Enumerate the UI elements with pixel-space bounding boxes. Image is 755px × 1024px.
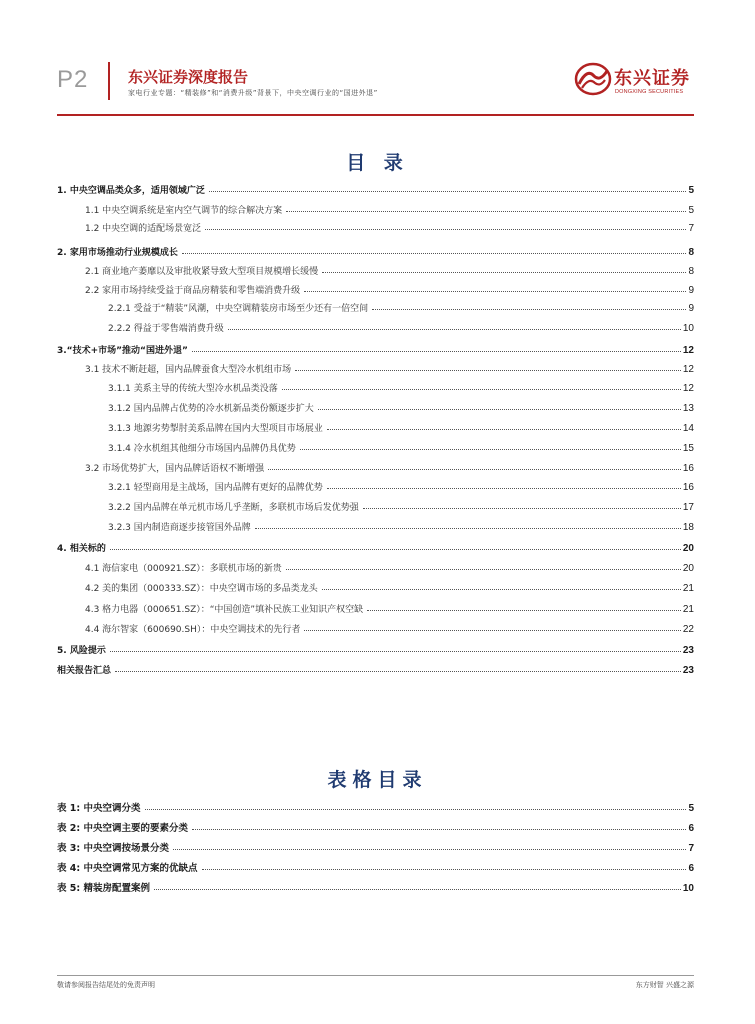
toc-entry[interactable] [108,318,694,334]
toc-entry[interactable] [85,458,694,474]
toc-entry-label: 4.3 格力电器（000651.SZ）：“中国创造”填补民族工业知识产权空缺 [85,605,364,615]
header-rule [57,114,694,116]
table-toc-entry[interactable] [57,818,694,834]
page-number: P2 [57,66,89,93]
dot-leader [300,449,681,450]
toc-entry[interactable] [85,218,694,234]
header-divider [108,62,110,100]
toc-entry-page: 12 [682,364,694,375]
toc-entry-page: 5 [688,205,694,216]
table-toc-entry-page: 6 [688,823,694,834]
toc-entry-page: 23 [682,645,694,656]
toc-entry-page: 20 [682,563,694,574]
toc-entry-label: 4.2 美的集团（000333.SZ）：中央空调市场的多品类龙头 [85,584,318,594]
toc-entry-label: 3.2.3 国内制造商逐步接管国外品牌 [108,523,251,533]
toc-entry[interactable] [57,538,694,554]
toc-entry-page: 12 [682,345,694,356]
toc-entry-label: 3.1.4 冷水机组其他细分市场国内品牌仍具优势 [108,444,296,454]
table-toc-entry-page: 7 [688,843,694,854]
toc-entry[interactable] [108,398,694,414]
toc-entry-label: 2. 家用市场推动行业规模成长 [57,248,178,258]
table-toc-entry[interactable] [57,798,694,814]
toc-entry[interactable] [85,619,694,635]
table-toc-entry-page: 10 [682,883,694,894]
table-toc-entry-page: 6 [688,863,694,874]
toc-entry-page: 9 [688,303,694,314]
logo-text-cn: 东兴证券 [614,68,690,89]
toc-entry-page: 16 [682,463,694,474]
footer-slogan: 东方财智 兴盛之源 [635,981,694,989]
toc-entry[interactable] [57,180,694,196]
toc-entry-label: 1.1 中央空调系统是室内空气调节的综合解决方案 [85,206,283,216]
company-logo [574,60,704,104]
toc-entry-page: 23 [682,665,694,676]
table-toc-entry-label: 表 1: 中央空调分类 [57,803,141,814]
dot-leader [327,429,681,430]
toc-entry-page: 14 [682,423,694,434]
toc-entry-page: 20 [682,543,694,554]
dot-leader [268,469,681,470]
toc-entry-page: 17 [682,502,694,513]
dot-leader [255,528,681,529]
toc-entry[interactable] [85,558,694,574]
logo-text-en: DONGXING SECURITIES [615,89,684,95]
toc-entry[interactable] [85,280,694,296]
toc-entry[interactable] [85,359,694,375]
dot-leader [304,630,681,631]
toc-entry-label: 2.2.1 受益于“精装”风潮，中央空调精装房市场至少还有一倍空间 [108,304,369,314]
toc-entry-label: 3.2.2 国内品牌在单元机市场几乎垄断，多联机市场后发优势强 [108,503,359,513]
dot-leader [192,829,686,830]
footer-rule [57,975,694,976]
toc-entry-page: 5 [688,185,694,196]
toc-entry-label: 相关报告汇总 [57,666,112,676]
disclaimer-note: 敬请参阅报告结尾处的免责声明 [57,981,155,989]
table-toc-entry-page: 5 [688,803,694,814]
toc-entry[interactable] [108,497,694,513]
table-toc-title: 表格目录 [327,769,428,791]
toc-entry-label: 5. 风险提示 [57,646,106,656]
dot-leader [202,869,687,870]
dot-leader [322,589,681,590]
dot-leader [145,809,687,810]
toc-entry-page: 7 [688,223,694,234]
dot-leader [286,211,686,212]
dot-leader [209,191,687,192]
toc-entry[interactable] [108,438,694,454]
toc-entry-page: 10 [682,323,694,334]
toc-entry-page: 18 [682,522,694,533]
toc-entry-label: 4.4 海尔智家（600690.SH）：中央空调技术的先行者 [85,625,301,635]
toc-entry-label: 3.2 市场优势扩大，国内品牌话语权不断增强 [85,464,265,474]
table-toc-entry-label: 表 3: 中央空调按场景分类 [57,843,170,854]
dot-leader [327,488,681,489]
toc-entry-page: 12 [682,383,694,394]
toc-entry[interactable] [57,242,694,258]
dot-leader [367,610,681,611]
toc-entry-label: 3.“技术+市场”推动“国进外退” [57,346,188,356]
dot-leader [295,370,681,371]
toc-entry[interactable] [108,378,694,394]
dot-leader [318,409,681,410]
toc-entry-page: 22 [682,624,694,635]
dot-leader [115,671,681,672]
dot-leader [110,549,681,550]
toc-entry-label: 1.2 中央空调的适配场景宽泛 [85,224,202,234]
toc-entry[interactable] [108,298,694,314]
toc-entry-label: 2.2 家用市场持续受益于商品房精装和零售端消费升级 [85,286,301,296]
table-toc-entry-label: 表 5: 精装房配置案例 [57,883,151,894]
toc-entry-label: 4.1 海信家电（000921.SZ）：多联机市场的新贵 [85,564,282,574]
table-toc-entry-label: 表 4: 中央空调常见方案的优缺点 [57,863,198,874]
toc-entry-label: 1. 中央空调品类众多，适用领域广泛 [57,186,205,196]
toc-entry[interactable] [57,640,694,656]
toc-entry-label: 2.2.2 得益于零售端消费升级 [108,324,224,334]
toc-entry[interactable] [85,261,694,277]
toc-entry-label: 2.1 商业地产萎靡以及审批收紧导致大型项目规模增长缓慢 [85,267,319,277]
dot-leader [322,272,686,273]
toc-entry[interactable] [85,578,694,594]
dot-leader [363,508,681,509]
toc-entry-page: 15 [682,443,694,454]
dot-leader [173,849,686,850]
report-title: 东兴证券深度报告 [128,68,249,86]
logo-emblem-icon [574,62,612,96]
toc-entry[interactable] [85,599,694,615]
toc-entry-page: 8 [688,247,694,258]
dot-leader [372,309,686,310]
table-toc-entry[interactable] [57,838,694,854]
toc-entry-label: 3.2.1 轻型商用是主战场，国内品牌有更好的品牌优势 [108,483,323,493]
toc-entry-page: 9 [688,285,694,296]
toc-entry[interactable] [85,200,694,216]
toc-entry-page: 21 [682,583,694,594]
toc-entry-page: 8 [688,266,694,277]
dot-leader [286,569,681,570]
toc-entry[interactable] [108,517,694,533]
toc-entry[interactable] [57,340,694,356]
toc-entry-label: 3.1.2 国内品牌占优势的冷水机新品类份额逐步扩大 [108,404,314,414]
toc-entry-label: 3.1.3 地源劣势掣肘美系品牌在国内大型项目市场展业 [108,424,323,434]
dot-leader [205,229,686,230]
toc-entry-label: 3.1.1 美系主导的传统大型冷水机品类没落 [108,384,278,394]
toc-entry[interactable] [57,660,694,676]
toc-entry-page: 21 [682,604,694,615]
dot-leader [304,291,686,292]
table-toc-entry-label: 表 2: 中央空调主要的要素分类 [57,823,189,834]
toc-entry[interactable] [108,477,694,493]
table-toc-entry[interactable] [57,858,694,874]
toc-entry-label: 4. 相关标的 [57,544,106,554]
report-header [0,0,755,118]
dot-leader [182,253,687,254]
toc-entry[interactable] [108,418,694,434]
toc-title: 目 录 [346,152,409,174]
report-subtitle: 家电行业专题：“精装修”和“消费升级”背景下，中央空调行业的“国进外退” [128,89,378,97]
dot-leader [282,389,681,390]
table-toc-entry[interactable] [57,878,694,894]
toc-entry-page: 16 [682,482,694,493]
toc-entry-label: 3.1 技术不断赶超，国内品牌蚕食大型冷水机组市场 [85,365,292,375]
toc-entry-page: 13 [682,403,694,414]
dot-leader [192,351,681,352]
dot-leader [154,889,681,890]
dot-leader [228,329,681,330]
dot-leader [110,651,681,652]
